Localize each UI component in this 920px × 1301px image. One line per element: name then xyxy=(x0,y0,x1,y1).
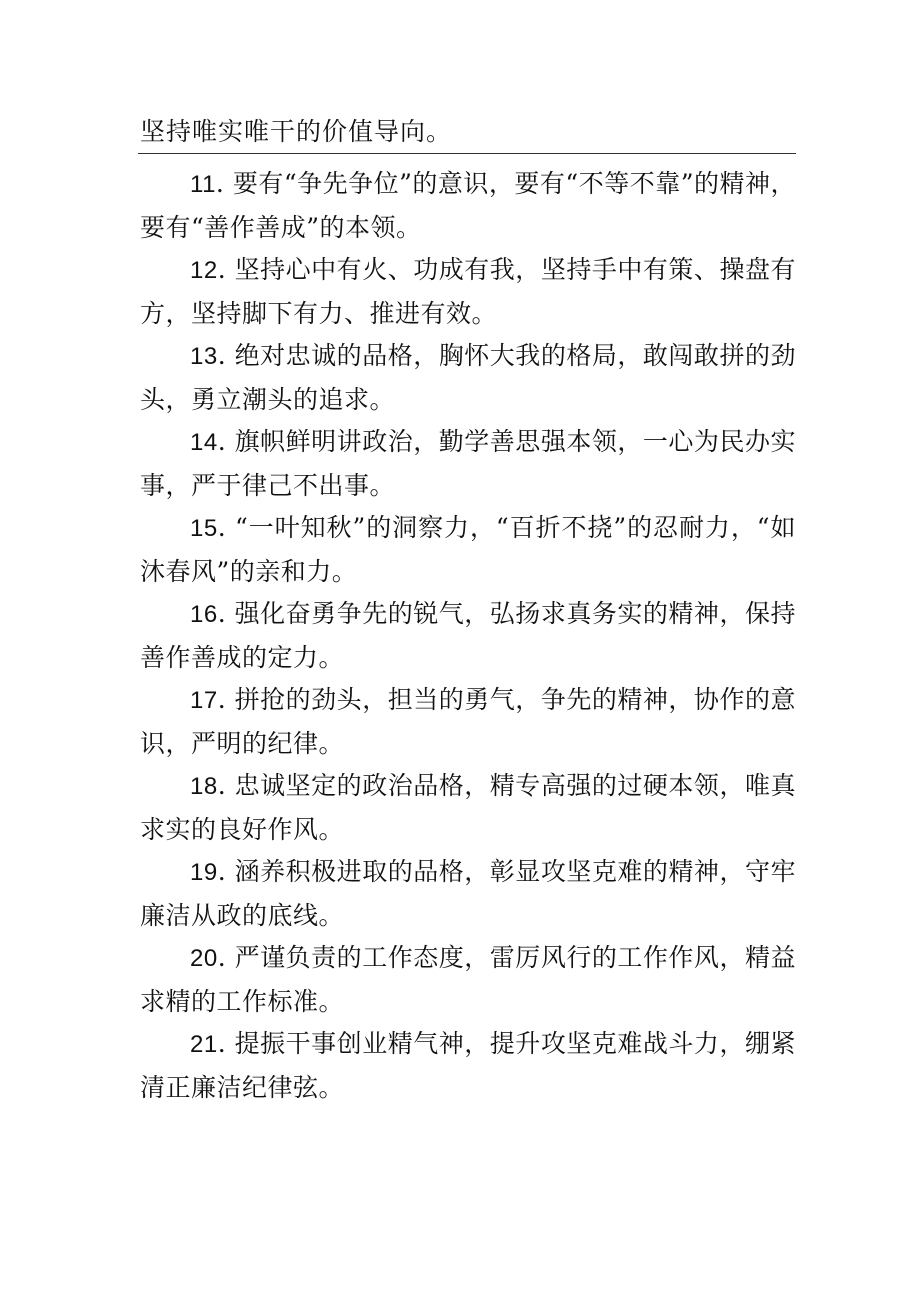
item-text: . “一叶知秋”的洞察力，“百折不挠”的忍耐力，“如沐春风”的亲和力。 xyxy=(140,513,796,586)
list-item-18 xyxy=(140,764,796,850)
list-item-20 xyxy=(140,936,796,1022)
list-item-13 xyxy=(140,334,796,420)
list-item-14 xyxy=(140,420,796,506)
item-number: 16 xyxy=(190,601,218,628)
item-number: 18 xyxy=(190,773,218,800)
item-number: 20 xyxy=(190,945,218,972)
item-text: . 坚持心中有火、功成有我，坚持手中有策、操盘有方，坚持脚下有力、推进有效。 xyxy=(140,255,796,328)
list-item-19 xyxy=(140,850,796,936)
item-text: . 涵养积极进取的品格，彰显攻坚克难的精神，守牢廉洁从政的底线。 xyxy=(140,857,796,930)
item-text: . 强化奋勇争先的锐气，弘扬求真务实的精神，保持善作善成的定力。 xyxy=(140,599,796,672)
list-item-11 xyxy=(140,162,796,248)
item-number: 14 xyxy=(190,429,218,456)
item-text: . 旗帜鲜明讲政治，勤学善思强本领，一心为民办实事，严于律己不出事。 xyxy=(140,427,796,500)
item-number: 19 xyxy=(190,859,218,886)
list-item-17 xyxy=(140,678,796,764)
horizontal-rule xyxy=(138,153,796,154)
item-number: 21 xyxy=(190,1031,218,1058)
item-number: 15 xyxy=(190,515,218,542)
item-number: 11 xyxy=(190,171,216,198)
item-text: . 要有“争先争位”的意识，要有“不等不靠”的精神，要有“善作善成”的本领。 xyxy=(140,169,796,242)
item-text: . 绝对忠诚的品格，胸怀大我的格局，敢闯敢拼的劲头，勇立潮头的追求。 xyxy=(140,341,796,414)
list-item-16 xyxy=(140,592,796,678)
item-number: 17 xyxy=(190,687,218,714)
list-item-15 xyxy=(140,506,796,592)
item-text: . 拼抢的劲头，担当的勇气，争先的精神，协作的意识，严明的纪律。 xyxy=(140,685,796,758)
item-text: . 忠诚坚定的政治品格，精专高强的过硬本领，唯真求实的良好作风。 xyxy=(140,771,796,844)
continued-text: 坚持唯实唯干的价值导向。 xyxy=(140,117,453,146)
list-item-21 xyxy=(140,1022,796,1108)
list-item-12 xyxy=(140,248,796,334)
item-number: 13 xyxy=(190,343,218,370)
numbered-list xyxy=(140,162,796,1108)
item-text: . 提振干事创业精气神，提升攻坚克难战斗力，绷紧清正廉洁纪律弦。 xyxy=(140,1029,796,1102)
item-number: 12 xyxy=(190,257,218,284)
item-text: . 严谨负责的工作态度，雷厉风行的工作作风，精益求精的工作标准。 xyxy=(140,943,796,1016)
